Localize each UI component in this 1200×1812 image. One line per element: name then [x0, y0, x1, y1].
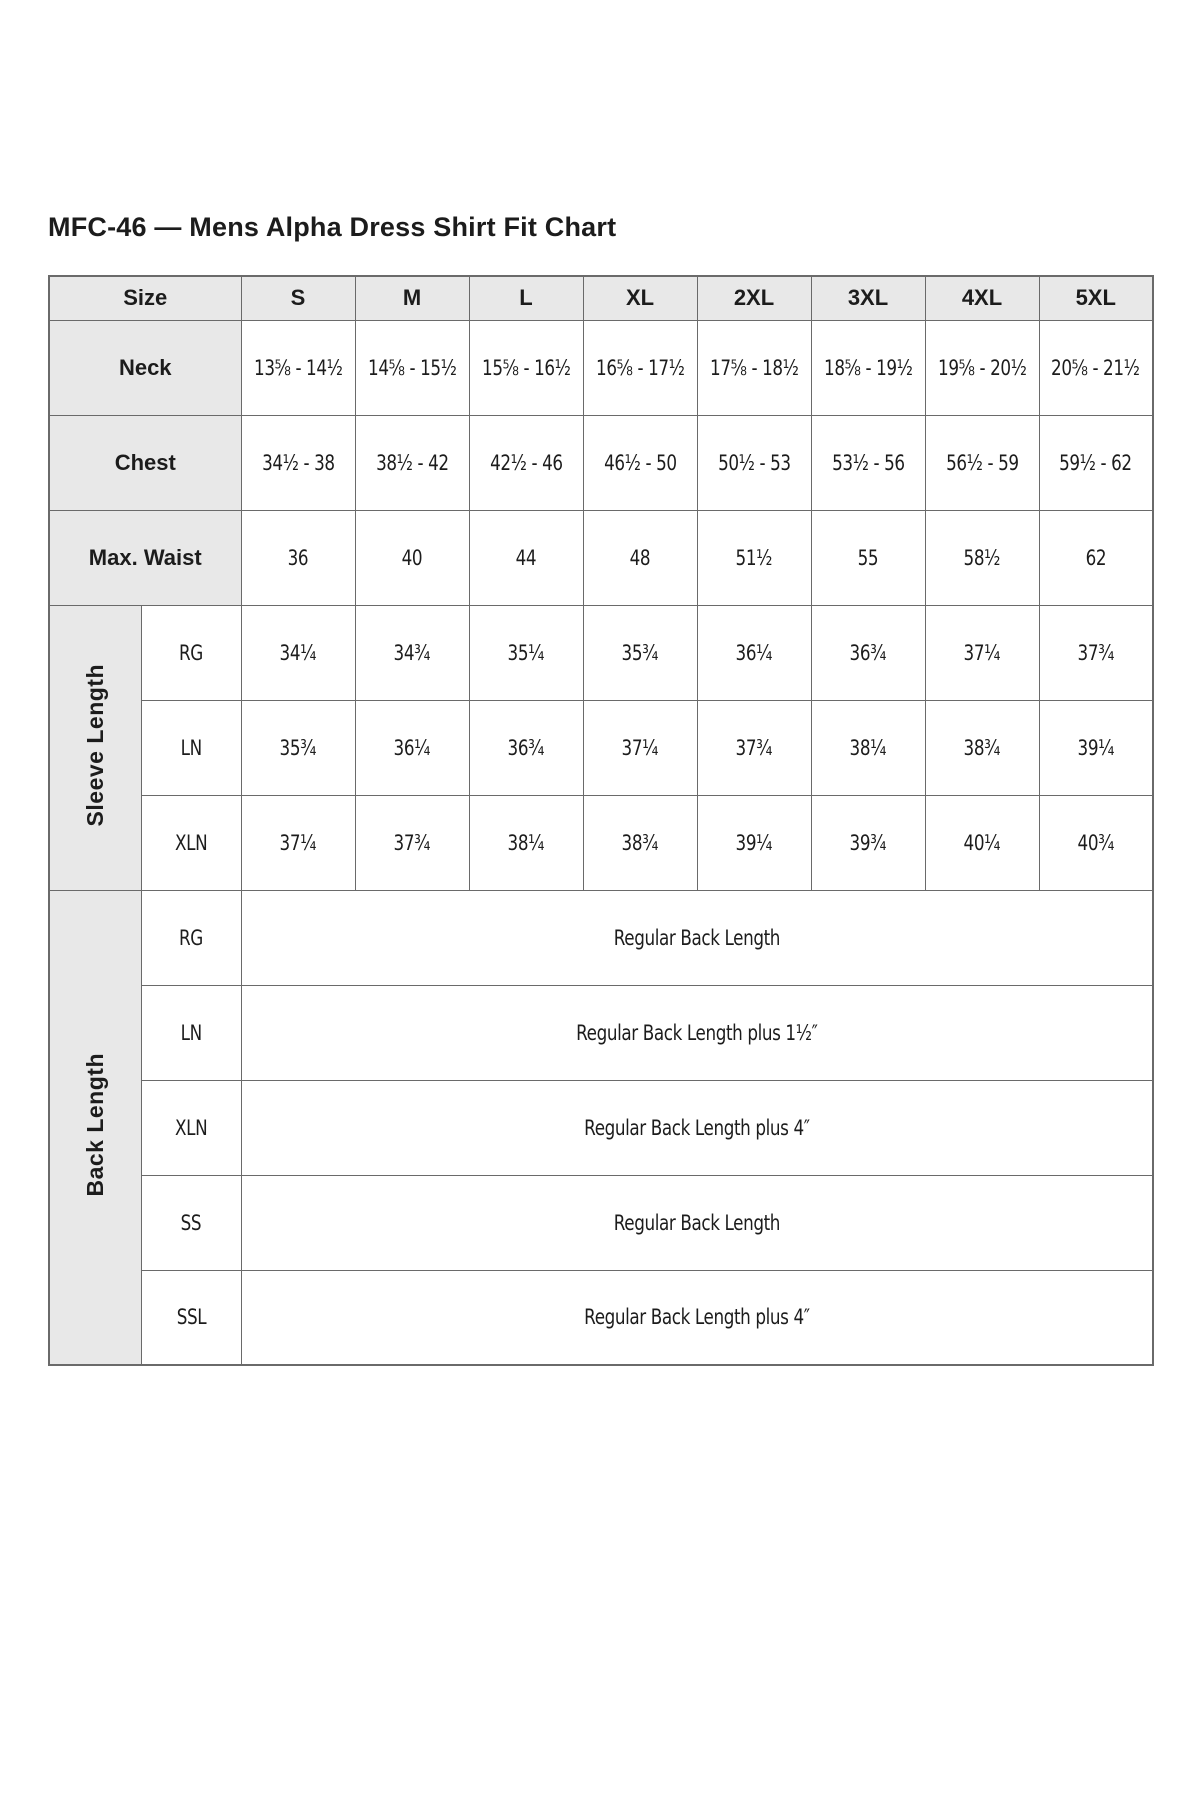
- sleeve-value-cell: [355, 605, 469, 700]
- sleeve-value-cell: [241, 605, 355, 700]
- neck-value-cell: [811, 320, 925, 415]
- sub-label-text: RG: [179, 925, 203, 950]
- cell-value: 56½ - 59: [945, 450, 1019, 475]
- back-length-value-cell: [241, 985, 1153, 1080]
- cell-value: 39¼: [1077, 735, 1114, 760]
- chest-row: [49, 415, 1153, 510]
- column-header-xl: XL: [583, 276, 697, 320]
- cell-value: 14⅝ - 15½: [367, 355, 457, 380]
- column-header-3xl: 3XL: [811, 276, 925, 320]
- column-header-2xl: 2XL: [697, 276, 811, 320]
- cell-value: 40¼: [963, 830, 1001, 855]
- back-length-label: Back Length: [81, 1052, 108, 1197]
- sleeve-value-cell: [1039, 700, 1153, 795]
- cell-value: 17⅝ - 18½: [709, 355, 799, 380]
- neck-value-cell: [583, 320, 697, 415]
- cell-value: 38¾: [621, 830, 659, 855]
- sleeve-value-cell: [583, 795, 697, 890]
- cell-value: Regular Back Length: [613, 925, 780, 950]
- waist-value-cell: [925, 510, 1039, 605]
- neck-value-cell: [469, 320, 583, 415]
- back-rg-row: [49, 890, 1153, 985]
- sub-row-label-xln: [141, 795, 241, 890]
- size-header-cell: Size: [49, 276, 241, 320]
- sub-label-text: XLN: [174, 830, 208, 855]
- row-label-chest: Chest: [49, 415, 241, 510]
- sub-row-label-ss: [141, 1175, 241, 1270]
- sub-row-label-ln: [141, 985, 241, 1080]
- cell-value: 37¾: [735, 735, 773, 760]
- sub-label-text: RG: [179, 640, 203, 665]
- column-header-l: L: [469, 276, 583, 320]
- neck-value-cell: [925, 320, 1039, 415]
- waist-value-cell: [241, 510, 355, 605]
- column-header-m: M: [355, 276, 469, 320]
- column-header-5xl: 5XL: [1039, 276, 1153, 320]
- cell-value: 20⅝ - 21½: [1051, 355, 1140, 380]
- chest-value-cell: [241, 415, 355, 510]
- cell-value: 40: [401, 545, 423, 570]
- cell-value: 37¾: [1077, 640, 1114, 665]
- sleeve-value-cell: [925, 700, 1039, 795]
- cell-value: 50½ - 53: [717, 450, 791, 475]
- cell-value: 34½ - 38: [261, 450, 335, 475]
- sleeve-value-cell: [1039, 605, 1153, 700]
- sleeve-rg-row: [49, 605, 1153, 700]
- row-label-max-waist: Max. Waist: [49, 510, 241, 605]
- sleeve-value-cell: [1039, 795, 1153, 890]
- back-length-value-cell: [241, 1080, 1153, 1175]
- section-label-back-length: [49, 890, 141, 1365]
- sleeve-value-cell: [925, 605, 1039, 700]
- cell-value: 39¼: [735, 830, 773, 855]
- cell-value: 35¾: [279, 735, 317, 760]
- cell-value: 36¼: [735, 640, 773, 665]
- cell-value: 35¾: [621, 640, 659, 665]
- cell-value: 38¼: [507, 830, 545, 855]
- cell-value: 15⅝ - 16½: [481, 355, 571, 380]
- cell-value: 37¼: [279, 830, 317, 855]
- row-label-neck: Neck: [49, 320, 241, 415]
- cell-value: 38½ - 42: [375, 450, 449, 475]
- cell-value: 59½ - 62: [1059, 450, 1133, 475]
- cell-value: 13⅝ - 14½: [253, 355, 343, 380]
- sleeve-value-cell: [583, 700, 697, 795]
- cell-value: 37¼: [621, 735, 659, 760]
- sub-label-text: SS: [180, 1210, 202, 1235]
- cell-value: 39¾: [849, 830, 887, 855]
- cell-value: 34¾: [393, 640, 431, 665]
- waist-value-cell: [811, 510, 925, 605]
- sleeve-length-label: Sleeve Length: [81, 663, 108, 827]
- sub-row-label-rg: [141, 605, 241, 700]
- back-ss-row: [49, 1175, 1153, 1270]
- column-header-s: S: [241, 276, 355, 320]
- cell-value: 48: [629, 545, 651, 570]
- chest-value-cell: [583, 415, 697, 510]
- back-length-value-cell: [241, 1175, 1153, 1270]
- neck-value-cell: [241, 320, 355, 415]
- back-length-value-cell: [241, 1270, 1153, 1365]
- cell-value: 53½ - 56: [831, 450, 905, 475]
- neck-value-cell: [355, 320, 469, 415]
- cell-value: 18⅝ - 19½: [823, 355, 913, 380]
- chest-value-cell: [355, 415, 469, 510]
- back-length-value-cell: [241, 890, 1153, 985]
- sleeve-value-cell: [241, 700, 355, 795]
- sleeve-value-cell: [583, 605, 697, 700]
- cell-value: 44: [515, 545, 537, 570]
- waist-value-cell: [469, 510, 583, 605]
- sub-row-label-rg: [141, 890, 241, 985]
- sub-label-text: LN: [180, 1020, 202, 1045]
- cell-value: 37¾: [393, 830, 431, 855]
- waist-value-cell: [355, 510, 469, 605]
- sub-row-label-ln: [141, 700, 241, 795]
- chest-value-cell: [925, 415, 1039, 510]
- cell-value: 46½ - 50: [603, 450, 677, 475]
- sleeve-xln-row: [49, 795, 1153, 890]
- sub-label-text: LN: [180, 735, 202, 760]
- sleeve-value-cell: [697, 795, 811, 890]
- sub-row-label-ssl: [141, 1270, 241, 1365]
- cell-value: 51½: [735, 545, 773, 570]
- sub-label-text: XLN: [174, 1115, 208, 1140]
- sleeve-value-cell: [469, 700, 583, 795]
- sleeve-value-cell: [469, 605, 583, 700]
- sleeve-value-cell: [925, 795, 1039, 890]
- cell-value: 35¼: [507, 640, 545, 665]
- cell-value: Regular Back Length plus 1½″: [576, 1020, 818, 1045]
- cell-value: Regular Back Length: [613, 1210, 780, 1235]
- sleeve-value-cell: [469, 795, 583, 890]
- sub-row-label-xln: [141, 1080, 241, 1175]
- cell-value: 62: [1085, 545, 1107, 570]
- cell-value: 37¼: [963, 640, 1001, 665]
- neck-value-cell: [1039, 320, 1153, 415]
- back-ssl-row: [49, 1270, 1153, 1365]
- cell-value: 36¾: [507, 735, 545, 760]
- cell-value: 19⅝ - 20½: [937, 355, 1027, 380]
- chest-value-cell: [469, 415, 583, 510]
- size-fit-chart-table: [48, 275, 1154, 1366]
- cell-value: 36: [287, 545, 309, 570]
- section-label-sleeve-length: [49, 605, 141, 890]
- cell-value: 36¼: [393, 735, 431, 760]
- sleeve-value-cell: [697, 700, 811, 795]
- chest-value-cell: [811, 415, 925, 510]
- sub-label-text: SSL: [176, 1305, 206, 1330]
- cell-value: 40¾: [1077, 830, 1114, 855]
- cell-value: 58½: [963, 545, 1001, 570]
- sleeve-value-cell: [811, 605, 925, 700]
- cell-value: 38¾: [963, 735, 1001, 760]
- neck-value-cell: [697, 320, 811, 415]
- back-xln-row: [49, 1080, 1153, 1175]
- sleeve-value-cell: [241, 795, 355, 890]
- header-row: [49, 276, 1153, 320]
- cell-value: 38¼: [849, 735, 887, 760]
- cell-value: Regular Back Length plus 4″: [584, 1305, 810, 1330]
- sleeve-value-cell: [697, 605, 811, 700]
- chest-value-cell: [697, 415, 811, 510]
- sleeve-value-cell: [355, 700, 469, 795]
- max-waist-row: [49, 510, 1153, 605]
- waist-value-cell: [583, 510, 697, 605]
- sleeve-value-cell: [811, 795, 925, 890]
- cell-value: 16⅝ - 17½: [595, 355, 685, 380]
- cell-value: Regular Back Length plus 4″: [584, 1115, 810, 1140]
- chest-value-cell: [1039, 415, 1153, 510]
- cell-value: 42½ - 46: [489, 450, 563, 475]
- column-header-4xl: 4XL: [925, 276, 1039, 320]
- back-ln-row: [49, 985, 1153, 1080]
- cell-value: 55: [857, 545, 879, 570]
- cell-value: 34¼: [279, 640, 317, 665]
- waist-value-cell: [1039, 510, 1153, 605]
- page-title: MFC-46 — Mens Alpha Dress Shirt Fit Chart: [48, 212, 617, 242]
- neck-row: [49, 320, 1153, 415]
- sleeve-ln-row: [49, 700, 1153, 795]
- waist-value-cell: [697, 510, 811, 605]
- sleeve-value-cell: [811, 700, 925, 795]
- cell-value: 36¾: [849, 640, 887, 665]
- sleeve-value-cell: [355, 795, 469, 890]
